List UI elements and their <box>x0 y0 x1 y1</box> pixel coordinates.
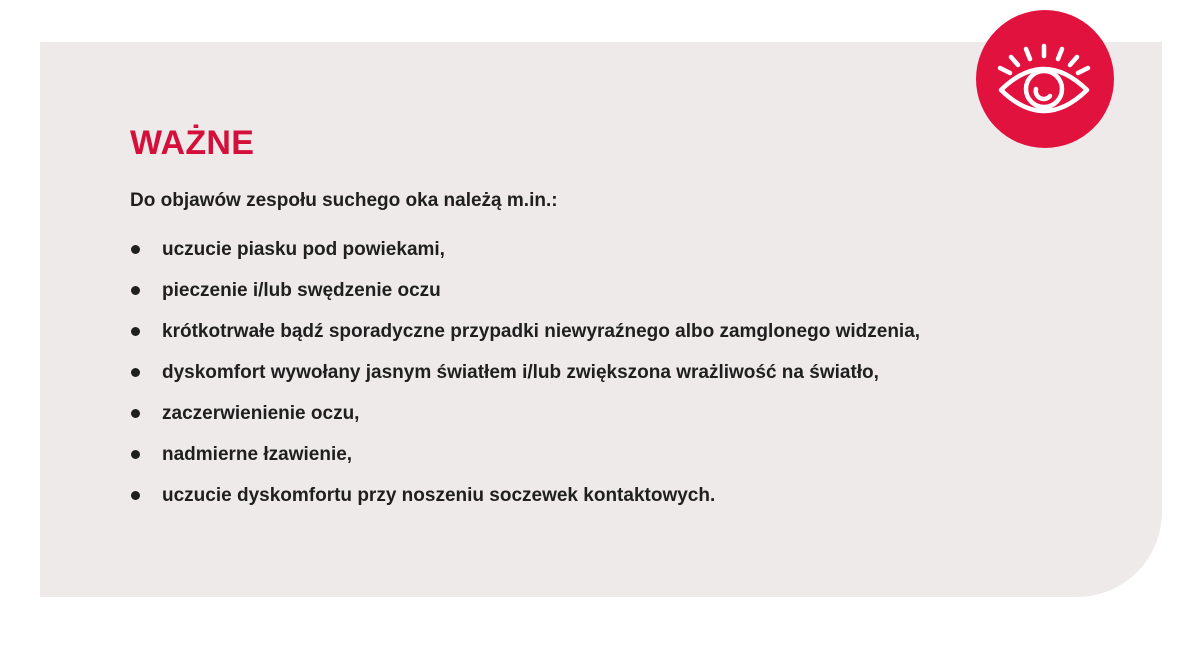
list-item-text: nadmierne łzawienie, <box>162 443 353 465</box>
bullet-icon <box>131 450 140 459</box>
bullet-icon <box>131 245 140 254</box>
bullet-icon <box>131 327 140 336</box>
page-title: WAŻNE <box>130 124 255 162</box>
list-item-text: uczucie dyskomfortu przy noszeniu soczewek kontaktowych. <box>162 484 716 506</box>
list-item-text: zaczerwienienie oczu, <box>162 402 360 424</box>
bullet-icon <box>131 409 140 418</box>
list-item-text: pieczenie i/lub swędzenie oczu <box>162 279 441 301</box>
list-item <box>130 270 920 311</box>
intro-text: Do objawów zespołu suchego oka należą m.in.: <box>130 190 558 211</box>
list-item <box>130 352 920 393</box>
list-item <box>130 434 920 475</box>
list-item-text: uczucie piasku pod powiekami, <box>162 238 445 260</box>
bullet-icon <box>131 491 140 500</box>
list-item-text: dyskomfort wywołany jasnym światłem i/lub zwiększona wrażliwość na światło, <box>162 361 879 383</box>
list-item-text: krótkotrwałe bądź sporadyczne przypadki niewyraźnego albo zamglonego widzenia, <box>162 320 921 342</box>
list-item <box>130 393 920 434</box>
list-item <box>130 475 920 516</box>
eye-icon <box>976 10 1114 148</box>
bullet-icon <box>131 286 140 295</box>
eye-badge <box>976 10 1114 148</box>
list-item <box>130 229 920 270</box>
symptom-list <box>130 229 920 516</box>
list-item <box>130 311 920 352</box>
bullet-icon <box>131 368 140 377</box>
